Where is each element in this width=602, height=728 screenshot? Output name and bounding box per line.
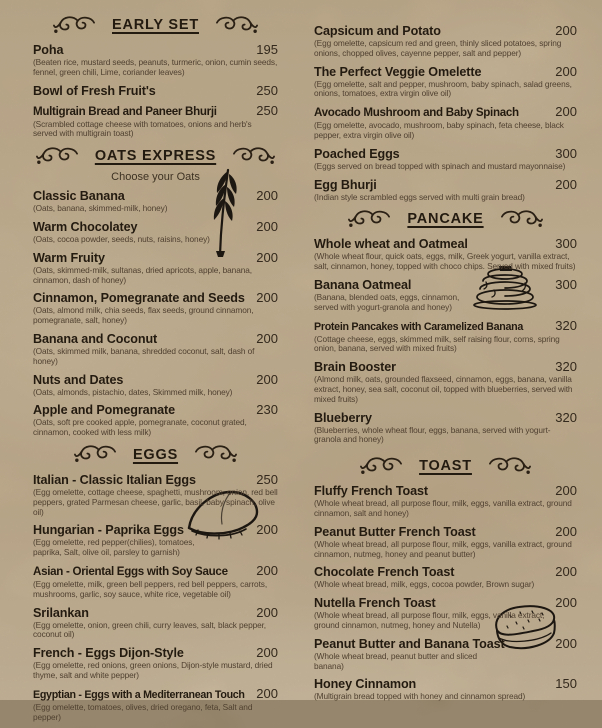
item-name: Warm Fruity bbox=[33, 250, 105, 265]
item-description: (Banana, blended oats, eggs, cinnamon, served with yogurt-granola and honey) bbox=[314, 291, 460, 312]
menu-item bbox=[314, 484, 577, 519]
item-description: (Egg omelette, red pepper(chilies), tomatoes, paprika, Salt, olive oil, parsley to garnish) bbox=[33, 537, 195, 558]
menu-section-toast bbox=[314, 455, 577, 702]
item-description: (Egg omelette, capsicum red and green, thinly sliced potatoes, spring onions, chopped olives, cayenne pepper, salt and pepper) bbox=[314, 38, 562, 58]
item-name: The Perfect Veggie Omelette bbox=[314, 64, 482, 79]
flourish-left-icon bbox=[52, 15, 96, 36]
item-price: 200 bbox=[555, 23, 577, 38]
item-head bbox=[33, 687, 278, 702]
item-price: 200 bbox=[555, 483, 577, 499]
item-head bbox=[314, 525, 577, 539]
item-description: (Whole wheat bread, peanut butter and sliced banana) bbox=[314, 650, 478, 671]
item-name: Hungarian - Paprika Eggs bbox=[33, 523, 184, 538]
item-price: 195 bbox=[256, 42, 278, 57]
item-price: 300 bbox=[555, 145, 577, 161]
item-description: (Egg omelette, cottage cheese, spaghetti, mushroom, onion, red bell peppers, grated Parmesan cheese, garlic, basil, baby spinach, olive oil) bbox=[33, 486, 278, 517]
item-head bbox=[33, 473, 278, 487]
item-price: 200 bbox=[256, 188, 278, 204]
item-price: 200 bbox=[555, 104, 577, 120]
item-head bbox=[314, 360, 577, 374]
item-head bbox=[33, 332, 278, 346]
section-title: EGGS bbox=[132, 446, 179, 463]
item-description: (Egg omelette, avocado, mushroom, baby spinach, feta cheese, black pepper, extra virgin olive oil) bbox=[314, 120, 564, 140]
item-head bbox=[33, 291, 278, 305]
flourish-right-icon bbox=[500, 209, 544, 230]
item-price: 250 bbox=[256, 82, 278, 98]
item-head bbox=[314, 105, 577, 120]
item-name: Poha bbox=[33, 43, 64, 57]
item-price: 200 bbox=[256, 371, 278, 387]
menu-item bbox=[33, 606, 278, 641]
item-head bbox=[314, 484, 577, 498]
item-name: Protein Pancakes with Caramelized Banana bbox=[314, 320, 523, 333]
menu-item bbox=[33, 332, 278, 367]
item-name: Apple and Pomegranate bbox=[33, 403, 176, 418]
item-head bbox=[314, 237, 577, 251]
item-name: Multigrain Bread and Paneer Bhurji bbox=[33, 104, 217, 118]
item-name: Banana Oatmeal bbox=[314, 277, 412, 292]
item-head bbox=[314, 677, 577, 691]
section-header bbox=[33, 14, 278, 36]
item-description: (Scrambled cottage cheese with tomatoes, onions and herb's served with multigrain toast) bbox=[33, 118, 252, 139]
item-price: 200 bbox=[256, 218, 278, 234]
menu-item bbox=[33, 220, 278, 245]
item-head bbox=[314, 637, 577, 651]
item-description: (Whole wheat bread, milk, eggs, cocoa powder, Brown sugar) bbox=[314, 579, 535, 590]
item-description: (Oats, almonds, pistachio, dates, Skimmed milk, honey) bbox=[33, 386, 233, 397]
item-price: 300 bbox=[555, 236, 577, 252]
menu-item bbox=[314, 65, 577, 100]
section-title: EARLY SET bbox=[112, 17, 199, 33]
item-price: 200 bbox=[555, 635, 577, 651]
menu-item bbox=[33, 646, 278, 681]
item-name: Nuts and Dates bbox=[33, 372, 124, 387]
item-description: (Egg omelette, red onions, green onions, Dijon-style mustard, dried thyme, salt and white pepper) bbox=[33, 660, 273, 680]
item-head bbox=[314, 411, 577, 425]
menu-item bbox=[314, 105, 577, 141]
item-description: (Multigrain bread topped with honey and cinnamon spread) bbox=[314, 691, 526, 702]
menu-item bbox=[33, 251, 278, 286]
item-price: 200 bbox=[256, 562, 278, 578]
item-name: Honey Cinnamon bbox=[314, 677, 417, 692]
menu-item bbox=[314, 677, 577, 702]
menu-item bbox=[33, 291, 278, 326]
item-description: (Beaten rice, mustard seeds, peanuts, turmeric, onion, cumin seeds, fennel, green chili, Lime, coriander leaves) bbox=[33, 57, 278, 77]
menu-column-left bbox=[33, 10, 278, 728]
item-price: 230 bbox=[256, 402, 278, 418]
menu-section-pancake bbox=[314, 208, 577, 445]
item-description: (Oats, almond milk, chia seeds, flax seeds, ground cinnamon, pomegranate, salt, honey) bbox=[33, 305, 254, 326]
item-price: 320 bbox=[555, 409, 577, 425]
item-description: (Eggs served on bread topped with spinach and mustard mayonnaise) bbox=[314, 160, 566, 171]
item-name: Capsicum and Potato bbox=[314, 24, 441, 38]
item-price: 200 bbox=[256, 249, 278, 265]
item-name: Peanut Butter French Toast bbox=[314, 524, 476, 539]
menu-item bbox=[314, 147, 577, 172]
item-head bbox=[33, 564, 278, 579]
item-price: 200 bbox=[555, 176, 577, 192]
section-header bbox=[314, 455, 577, 477]
section-subtitle: Choose your Oats bbox=[111, 171, 200, 184]
item-description: (Oats, skimmed-milk, sultanas, dried apricots, apple, banana, cinnamon, dash of honey) bbox=[33, 264, 252, 285]
item-price: 200 bbox=[256, 604, 278, 620]
menu-item bbox=[314, 237, 577, 272]
menu-item bbox=[33, 403, 278, 438]
item-description: (Egg omelette, salt and pepper, mushroom, baby spinach, salad greens, onions, tomatoes, extra virgin olive oil) bbox=[314, 78, 572, 99]
item-name: Egyptian - Eggs with a Mediterranean Touch bbox=[33, 688, 245, 701]
item-description: (Cottage cheese, eggs, skimmed milk, self raising flour, corns, spring onion, banana, served with mixed fruits) bbox=[314, 333, 560, 354]
item-price: 320 bbox=[555, 317, 577, 333]
section-title: PANCAKE bbox=[407, 211, 484, 228]
item-description: (Almond milk, oats, grounded flaxseed, cinnamon, eggs, banana, vanilla extract, honey, sea salt, coconut oil, topped with blueberries, served with mixed fruits) bbox=[314, 374, 573, 404]
menu-item bbox=[314, 278, 577, 313]
item-price: 250 bbox=[256, 471, 278, 487]
item-description: (Whole wheat bread, all purpose flour, milk, eggs, vanilla extract, ground cinnamon, nutmeg, honey and peanut butter) bbox=[314, 538, 572, 559]
item-name: French - Eggs Dijon-Style bbox=[33, 646, 184, 661]
item-name: Nutella French Toast bbox=[314, 596, 436, 611]
menu-item bbox=[33, 473, 278, 517]
item-name: Egg Bhurji bbox=[314, 177, 377, 192]
menu-item bbox=[33, 84, 278, 98]
menu-item bbox=[314, 178, 577, 203]
item-description: (Whole wheat flour, quick oats, eggs, milk, Greek yogurt, vanilla extract, salt, cinnamon, honey, topped with choco chips. Served with mixed fruits) bbox=[314, 251, 576, 272]
menu-item bbox=[33, 43, 278, 78]
menu-item bbox=[33, 373, 278, 398]
item-description: (Whole wheat bread, all purpose flour, milk, eggs, vanilla extract, ground cinnamon, nutmeg, honey and Nutella) bbox=[314, 610, 545, 630]
item-head bbox=[314, 24, 577, 38]
item-head bbox=[314, 319, 577, 334]
flourish-left-icon bbox=[35, 146, 79, 167]
menu-column-right bbox=[314, 10, 577, 728]
section-title: OATS EXPRESS bbox=[94, 148, 217, 165]
item-name: Warm Chocolatey bbox=[33, 219, 138, 234]
item-head bbox=[314, 178, 577, 192]
flourish-right-icon bbox=[215, 15, 259, 36]
item-head bbox=[33, 43, 278, 57]
menu-item bbox=[33, 564, 278, 600]
flourish-right-icon bbox=[194, 444, 238, 465]
item-head bbox=[33, 220, 278, 234]
item-price: 200 bbox=[256, 522, 278, 538]
menu-item bbox=[314, 411, 577, 446]
item-name: Bowl of Fresh Fruit's bbox=[33, 83, 156, 98]
menu-item bbox=[33, 687, 278, 723]
menu-section-eggs bbox=[33, 444, 278, 722]
item-name: Asian - Oriental Eggs with Soy Sauce bbox=[33, 564, 228, 578]
item-name: Banana and Coconut bbox=[33, 331, 158, 346]
item-head bbox=[314, 596, 577, 610]
item-description: (Blueberries, whole wheat flour, eggs, banana, served with yogurt-granola and honey) bbox=[314, 424, 551, 445]
item-name: Chocolate French Toast bbox=[314, 565, 455, 580]
item-description: (Egg omelette, tomatoes, olives, dried oregano, feta, Salt and pepper) bbox=[33, 701, 253, 722]
item-price: 300 bbox=[555, 276, 577, 292]
item-name: Avocado Mushroom and Baby Spinach bbox=[314, 106, 519, 120]
item-head bbox=[33, 251, 278, 265]
item-description: (Oats, cocoa powder, seeds, nuts, raisins, honey) bbox=[33, 233, 210, 244]
section-header bbox=[33, 145, 278, 167]
section-title: TOAST bbox=[419, 458, 472, 475]
item-head bbox=[33, 523, 278, 537]
flourish-right-icon bbox=[232, 146, 276, 167]
item-price: 200 bbox=[555, 595, 577, 611]
item-name: Srilankan bbox=[33, 605, 89, 620]
item-price: 200 bbox=[256, 685, 278, 701]
menu-item bbox=[314, 24, 577, 59]
item-description: (Egg omelette, onion, green chili, curry leaves, salt, black pepper, coconut oil) bbox=[33, 619, 267, 640]
item-name: Peanut Butter and Banana Toast bbox=[314, 636, 505, 651]
item-name: Brain Booster bbox=[314, 360, 396, 375]
item-name: Classic Banana bbox=[33, 189, 125, 204]
menu-section-early-set bbox=[33, 14, 278, 139]
flourish-right-icon bbox=[488, 456, 532, 477]
item-description: (Indian style scrambled eggs served with multi grain bread) bbox=[314, 191, 525, 202]
item-price: 200 bbox=[256, 290, 278, 306]
flourish-left-icon bbox=[347, 209, 391, 230]
item-head bbox=[33, 646, 278, 660]
item-price: 200 bbox=[555, 523, 577, 539]
menu-item bbox=[314, 565, 577, 590]
item-head bbox=[33, 104, 278, 119]
item-head bbox=[33, 403, 278, 417]
item-head bbox=[33, 606, 278, 620]
item-head bbox=[314, 147, 577, 161]
item-price: 320 bbox=[555, 359, 577, 375]
menu-section bbox=[314, 24, 577, 202]
item-price: 200 bbox=[555, 564, 577, 580]
item-description: (Egg omelette, milk, green bell peppers, red bell peppers, carrots, mushrooms, garlic, soy sauce, white rice, vegetable oil) bbox=[33, 578, 268, 599]
item-description: (Whole wheat bread, all purpose flour, milk, eggs, vanilla extract, ground cinnamon, salt and honey) bbox=[314, 498, 572, 518]
menu-item bbox=[33, 523, 278, 558]
item-price: 200 bbox=[256, 330, 278, 346]
item-head bbox=[33, 189, 278, 203]
section-header bbox=[33, 444, 278, 466]
item-name: Blueberry bbox=[314, 410, 372, 425]
menu-item bbox=[314, 360, 577, 404]
item-head bbox=[33, 84, 278, 98]
menu-item bbox=[33, 189, 278, 214]
menu-section-oats-express bbox=[33, 145, 278, 438]
item-price: 150 bbox=[555, 676, 577, 692]
item-name: Cinnamon, Pomegranate and Seeds bbox=[33, 291, 245, 306]
item-head bbox=[314, 278, 577, 292]
menu-item bbox=[33, 104, 278, 140]
item-description: (Oats, skimmed milk, banana, shredded coconut, salt, dash of honey) bbox=[33, 345, 255, 366]
item-name: Whole wheat and Oatmeal bbox=[314, 237, 468, 252]
item-price: 250 bbox=[256, 102, 278, 118]
flourish-left-icon bbox=[73, 444, 117, 465]
item-price: 200 bbox=[256, 645, 278, 661]
item-head bbox=[314, 65, 577, 79]
item-price: 200 bbox=[555, 63, 577, 79]
item-name: Poached Eggs bbox=[314, 146, 400, 161]
section-header bbox=[314, 208, 577, 230]
item-description: (Oats, banana, skimmed-milk, honey) bbox=[33, 203, 168, 214]
item-name: Italian - Classic Italian Eggs bbox=[33, 472, 196, 487]
item-head bbox=[33, 373, 278, 387]
menu-item bbox=[314, 319, 577, 355]
flourish-left-icon bbox=[359, 456, 403, 477]
menu-item bbox=[314, 637, 577, 672]
item-name: Fluffy French Toast bbox=[314, 484, 429, 499]
menu-item bbox=[314, 525, 577, 560]
item-head bbox=[314, 565, 577, 579]
item-description: (Oats, soft pre cooked apple, pomegranate, coconut grated, cinnamon, cooked with less milk) bbox=[33, 417, 247, 438]
menu-item bbox=[314, 596, 577, 631]
